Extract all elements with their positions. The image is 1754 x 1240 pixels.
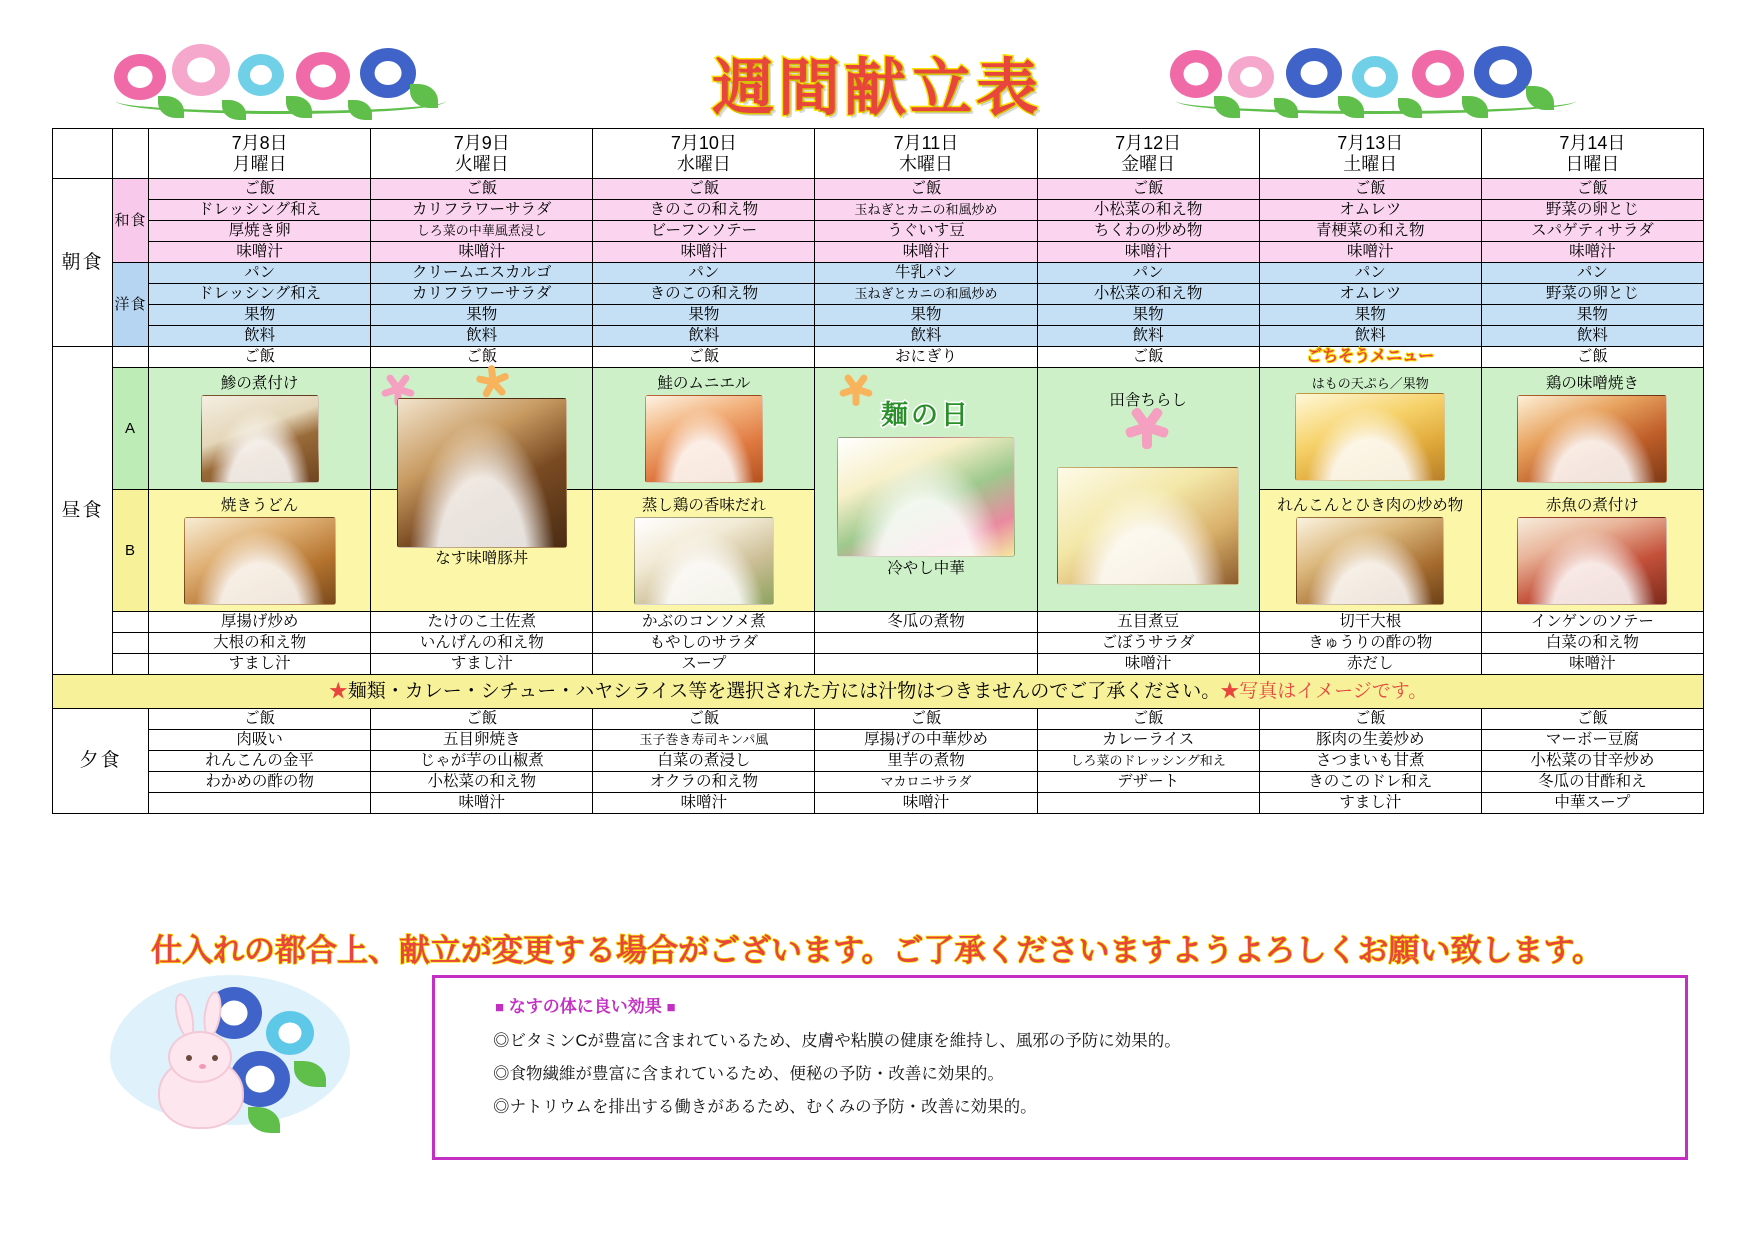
- dinner-row-0: [53, 709, 1704, 730]
- dish-photo-yaki-udon: [184, 517, 336, 605]
- flower-icon-illo-2: [266, 1011, 314, 1055]
- cell: パン: [1481, 263, 1703, 284]
- dish-photo-hiyashi-chuka: [837, 437, 1015, 557]
- cell: 冬瓜の甘酢和え: [1481, 772, 1703, 793]
- cell: 味噌汁: [1037, 654, 1259, 675]
- cell: ご飯: [149, 709, 371, 730]
- cell: しろ菜の中華風煮浸し: [371, 221, 593, 242]
- cell: さつまいも甘煮: [1259, 751, 1481, 772]
- cell: 味噌汁: [1037, 242, 1259, 263]
- cell: ご飯: [815, 179, 1037, 200]
- cell: 冬瓜の煮物: [815, 612, 1037, 633]
- lunch-side1-row: [53, 612, 1704, 633]
- sub-label-yoshoku: 洋食: [113, 263, 149, 347]
- flower-decoration-right: [1170, 34, 1600, 124]
- info-line-1: ◎食物繊維が豊富に含まれているため、便秘の予防・改善に効果的。: [493, 1065, 1004, 1083]
- cell: わかめの酢の物: [149, 772, 371, 793]
- cell: カリフラワーサラダ: [371, 284, 593, 305]
- flower-icon-3: [839, 372, 873, 406]
- cell: 小松菜の和え物: [371, 772, 593, 793]
- cell: 果物: [1481, 305, 1703, 326]
- cell: もやしのサラダ: [593, 633, 815, 654]
- cell: 野菜の卵とじ: [1481, 284, 1703, 305]
- notice-row: [53, 675, 1704, 709]
- cell: ご飯: [1481, 709, 1703, 730]
- dish-photo-mushidori: [634, 517, 774, 605]
- cell: 飲料: [1259, 326, 1481, 347]
- cell: ビーフンソテー: [593, 221, 815, 242]
- cell: 飲料: [149, 326, 371, 347]
- spacer-cell: [113, 347, 149, 368]
- cell: インゲンのソテー: [1481, 612, 1703, 633]
- cell: おにぎり: [815, 347, 1037, 368]
- lunch-b-cell-6: 赤魚の煮付け: [1481, 490, 1703, 612]
- cell: 飲料: [815, 326, 1037, 347]
- cell: 赤だし: [1259, 654, 1481, 675]
- info-line-2: ◎ナトリウムを排出する働きがあるため、むくみの予防・改善に効果的。: [493, 1098, 1037, 1116]
- cell: 肉吸い: [149, 730, 371, 751]
- cell-gochiso: ごちそうメニュー: [1259, 347, 1481, 368]
- cell: ちくわの炒め物: [1037, 221, 1259, 242]
- corner-cell-2: [113, 129, 149, 179]
- cell: うぐいす豆: [815, 221, 1037, 242]
- cell: パン: [149, 263, 371, 284]
- cell: 白菜の和え物: [1481, 633, 1703, 654]
- cell: 味噌汁: [815, 793, 1037, 814]
- cell: オムレツ: [1259, 200, 1481, 221]
- spacer-cell: [113, 654, 149, 675]
- cell: 果物: [371, 305, 593, 326]
- cell: ご飯: [593, 179, 815, 200]
- cell: 牛乳パン: [815, 263, 1037, 284]
- cell: 白菜の煮浸し: [593, 751, 815, 772]
- cell: ご飯: [593, 347, 815, 368]
- day-header-5: 7月13日 土曜日: [1259, 129, 1481, 179]
- day-header-1: 7月9日 火曜日: [371, 129, 593, 179]
- cell: 果物: [1259, 305, 1481, 326]
- cell: 玉子巻き寿司キンパ風: [593, 730, 815, 751]
- square-marker-right: ■: [666, 999, 676, 1016]
- cell: 小松菜の和え物: [1037, 200, 1259, 221]
- spacer-cell: [113, 612, 149, 633]
- bottom-message: 仕入れの都合上、献立が変更する場合がございます。ご了承くださいますようよろしくお願い致します。: [150, 933, 1604, 968]
- cell: きゅうりの酢の物: [1259, 633, 1481, 654]
- cell: ご飯: [1037, 347, 1259, 368]
- breakfast-washoku-row-2: [53, 221, 1704, 242]
- title-bar: [0, 20, 1754, 125]
- cell: 大根の和え物: [149, 633, 371, 654]
- info-box-title-text: なすの体に良い効果: [508, 997, 662, 1016]
- page-title: 週間献立表: [711, 51, 1042, 124]
- cell: 野菜の卵とじ: [1481, 200, 1703, 221]
- cell: 果物: [593, 305, 815, 326]
- cell: カレーライス: [1037, 730, 1259, 751]
- lunch-side2-row: [53, 633, 1704, 654]
- meal-label-dinner: 夕食: [53, 709, 149, 814]
- cell: 果物: [149, 305, 371, 326]
- dish-photo-akauo: [1517, 517, 1667, 605]
- breakfast-yoshoku-row-0: [53, 263, 1704, 284]
- lunch-b-cell-1: なす味噌豚丼: [371, 490, 593, 612]
- lunch-b-cell-2: 蒸し鶏の香味だれ: [593, 490, 815, 612]
- cell: 切干大根: [1259, 612, 1481, 633]
- sub-label-washoku: 和食: [113, 179, 149, 263]
- cell: ごぼうサラダ: [1037, 633, 1259, 654]
- day-header-2: 7月10日 水曜日: [593, 129, 815, 179]
- cell: 味噌汁: [149, 242, 371, 263]
- dinner-row-3: [53, 772, 1704, 793]
- flower-icon-2: [481, 370, 505, 394]
- rabbit-illustration: [80, 965, 410, 1165]
- day-header-0: 7月8日 月曜日: [149, 129, 371, 179]
- dinner-row-1: [53, 730, 1704, 751]
- cell: デザート: [1037, 772, 1259, 793]
- cell: じゃが芋の山椒煮: [371, 751, 593, 772]
- corner-cell: [53, 129, 113, 179]
- info-box: [432, 975, 1688, 1160]
- lunch-soup-row: [53, 654, 1704, 675]
- cell: 厚焼き卵: [149, 221, 371, 242]
- lunch-menday-cell: 麺の日 冷やし中華: [815, 368, 1037, 612]
- cell: 厚揚げの中華炒め: [815, 730, 1037, 751]
- cell: ご飯: [815, 709, 1037, 730]
- cell: 青梗菜の和え物: [1259, 221, 1481, 242]
- notice-cell: ★麺類・カレー・シチュー・ハヤシライス等を選択された方には汁物はつきませんのでご了承ください。★写真はイメージです。: [53, 675, 1704, 709]
- cell: ご飯: [1037, 709, 1259, 730]
- cell: かぶのコンソメ煮: [593, 612, 815, 633]
- day-header-4: 7月12日 金曜日: [1037, 129, 1259, 179]
- breakfast-yoshoku-row-1: [53, 284, 1704, 305]
- breakfast-washoku-row-0: [53, 179, 1704, 200]
- meal-label-lunch: 昼食: [53, 347, 113, 675]
- cell: マーボー豆腐: [1481, 730, 1703, 751]
- cell: スープ: [593, 654, 815, 675]
- dish-photo-renkon-hikiniku: [1296, 517, 1444, 605]
- cell: 玉ねぎとカニの和風炒め: [815, 284, 1037, 305]
- info-line-0: ◎ビタミンCが豊富に含まれているため、皮膚や粘膜の健康を維持し、風邪の予防に効果的。: [493, 1032, 1181, 1050]
- cell: 飲料: [1481, 326, 1703, 347]
- rabbit-eye-left: [186, 1055, 192, 1061]
- cell: スパゲティサラダ: [1481, 221, 1703, 242]
- cell: 豚肉の生姜炒め: [1259, 730, 1481, 751]
- cell: マカロニサラダ: [815, 772, 1037, 793]
- cell: 味噌汁: [815, 242, 1037, 263]
- cell: 味噌汁: [371, 242, 593, 263]
- lunch-a-cell-6: 鶏の味噌焼き: [1481, 368, 1703, 490]
- lunch-a-cell-5: はもの天ぷら／果物: [1259, 368, 1481, 490]
- square-marker-left: ■: [495, 999, 505, 1016]
- cell: 果物: [1037, 305, 1259, 326]
- dinner-row-2: [53, 751, 1704, 772]
- cell: 里芋の煮物: [815, 751, 1037, 772]
- cell: しろ菜のドレッシング和え: [1037, 751, 1259, 772]
- dish-photo-miso-chicken: [1517, 395, 1667, 483]
- info-box-title: [495, 992, 1685, 1017]
- cell: [815, 633, 1037, 654]
- breakfast-yoshoku-row-2: [53, 305, 1704, 326]
- lunch-a-cell-2: 鮭のムニエル: [593, 368, 815, 490]
- dish-photo-nasu-miso-don: [397, 398, 567, 548]
- dish-photo-salmon: [645, 395, 763, 483]
- cell: ご飯: [149, 347, 371, 368]
- cell: [815, 654, 1037, 675]
- cell: 味噌汁: [1481, 242, 1703, 263]
- breakfast-washoku-row-1: [53, 200, 1704, 221]
- cell: ご飯: [1259, 179, 1481, 200]
- cell: 厚揚げ炒め: [149, 612, 371, 633]
- cell: 飲料: [593, 326, 815, 347]
- sub-label-b: B: [113, 490, 149, 612]
- cell: きのこの和え物: [593, 284, 815, 305]
- cell: 味噌汁: [593, 793, 815, 814]
- rabbit-head: [168, 1031, 232, 1083]
- cell: ご飯: [371, 709, 593, 730]
- cell: 味噌汁: [1259, 242, 1481, 263]
- cell: ドレッシング和え: [149, 284, 371, 305]
- cell: 味噌汁: [593, 242, 815, 263]
- cell: パン: [593, 263, 815, 284]
- cell: ドレッシング和え: [149, 200, 371, 221]
- cell: [149, 793, 371, 814]
- dish-photo-aji: [201, 395, 319, 483]
- cell: ご飯: [593, 709, 815, 730]
- cell: 小松菜の甘辛炒め: [1481, 751, 1703, 772]
- cell: [1037, 793, 1259, 814]
- cell: オクラの和え物: [593, 772, 815, 793]
- cell: いんげんの和え物: [371, 633, 593, 654]
- cell: ご飯: [1481, 347, 1703, 368]
- dinner-row-4: [53, 793, 1704, 814]
- cell: きのこのドレ和え: [1259, 772, 1481, 793]
- cell: 味噌汁: [1481, 654, 1703, 675]
- meal-label-breakfast: 朝食: [53, 179, 113, 347]
- rabbit-nose: [199, 1064, 206, 1069]
- lunch-a-cell-0: 鯵の煮付け: [149, 368, 371, 490]
- sub-label-a: A: [113, 368, 149, 490]
- cell: すまし汁: [371, 654, 593, 675]
- cell: ご飯: [1259, 709, 1481, 730]
- spacer-cell: [113, 633, 149, 654]
- cell: 五目卵焼き: [371, 730, 593, 751]
- cell: きのこの和え物: [593, 200, 815, 221]
- cell: 中華スープ: [1481, 793, 1703, 814]
- cell: パン: [1037, 263, 1259, 284]
- lunch-b-cell-0: 焼きうどん: [149, 490, 371, 612]
- rabbit-eye-right: [212, 1055, 218, 1061]
- table-header-row: [53, 129, 1704, 179]
- lunch-friday-cell: 田舎ちらし: [1037, 368, 1259, 612]
- cell: パン: [1259, 263, 1481, 284]
- cell: ご飯: [1037, 179, 1259, 200]
- cell: 飲料: [371, 326, 593, 347]
- cell: 玉ねぎとカニの和風炒め: [815, 200, 1037, 221]
- dish-photo-hamo-tempura: [1295, 393, 1445, 481]
- cell: オムレツ: [1259, 284, 1481, 305]
- cell: カリフラワーサラダ: [371, 200, 593, 221]
- cell: 小松菜の和え物: [1037, 284, 1259, 305]
- lunch-staple-row: [53, 347, 1704, 368]
- day-header-6: 7月14日 日曜日: [1481, 129, 1703, 179]
- cell: れんこんの金平: [149, 751, 371, 772]
- breakfast-yoshoku-row-3: [53, 326, 1704, 347]
- cell: ご飯: [149, 179, 371, 200]
- breakfast-washoku-row-3: [53, 242, 1704, 263]
- cell: ご飯: [371, 347, 593, 368]
- dish-photo-inaka-chirashi: [1057, 467, 1239, 585]
- cell: すまし汁: [149, 654, 371, 675]
- lunch-a-row: [53, 368, 1704, 490]
- cell: ご飯: [1481, 179, 1703, 200]
- flower-icon-4: [1124, 404, 1170, 450]
- cell: 味噌汁: [371, 793, 593, 814]
- cell: クリームエスカルゴ: [371, 263, 593, 284]
- lunch-b-cell-5: れんこんとひき肉の炒め物: [1259, 490, 1481, 612]
- day-header-3: 7月11日 木曜日: [815, 129, 1037, 179]
- cell: 五目煮豆: [1037, 612, 1259, 633]
- weekly-menu-table: [52, 128, 1704, 814]
- cell: 飲料: [1037, 326, 1259, 347]
- cell: すまし汁: [1259, 793, 1481, 814]
- cell: 果物: [815, 305, 1037, 326]
- cell: ご飯: [371, 179, 593, 200]
- cell: たけのこ土佐煮: [371, 612, 593, 633]
